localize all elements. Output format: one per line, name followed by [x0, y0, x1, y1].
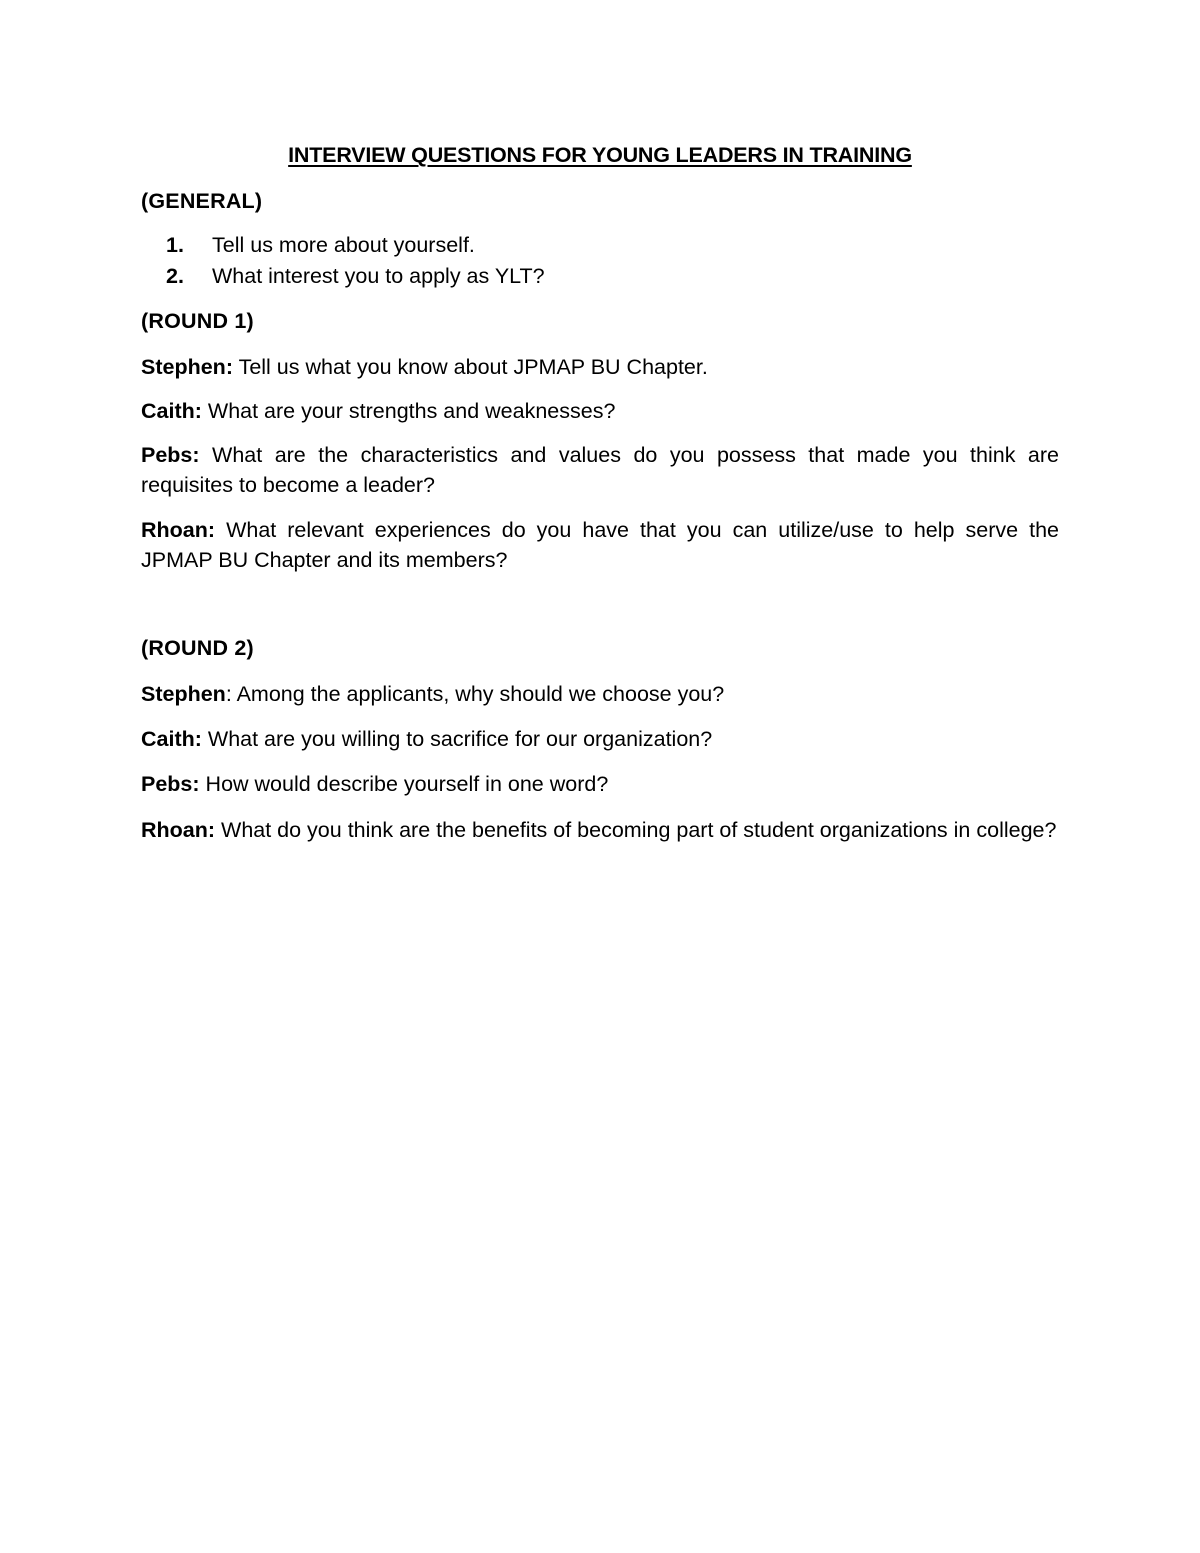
speaker-name: Stephen — [141, 682, 226, 706]
question-text: What are you willing to sacrifice for our organization? — [201, 727, 713, 751]
speaker-name: Pebs: — [141, 772, 200, 796]
speaker-name: Caith: — [141, 727, 202, 751]
question-paragraph — [141, 679, 1059, 709]
document-title: INTERVIEW QUESTIONS FOR YOUNG LEADERS IN TRAINING — [288, 143, 912, 167]
question-text: What are the characteristics and values do you possess that made you think are requisites to become a leader? — [141, 443, 1059, 497]
speaker-name: Stephen: — [141, 355, 233, 379]
list-item-text: What interest you to apply as YLT? — [212, 264, 545, 288]
question-text: How would describe yourself in one word? — [199, 772, 609, 796]
document-page — [141, 0, 1059, 1553]
question-paragraph — [141, 440, 1059, 500]
question-paragraph — [141, 515, 1059, 575]
question-text: What do you think are the benefits of becoming part of student organizations in college? — [215, 818, 1057, 842]
question-paragraph — [141, 724, 1059, 754]
speaker-name: Caith: — [141, 399, 202, 423]
question-paragraph — [141, 769, 1059, 799]
section-heading-general: (GENERAL) — [141, 189, 263, 213]
question-text: What are your strengths and weaknesses? — [201, 399, 616, 423]
speaker-name: Rhoan: — [141, 518, 216, 542]
speaker-name: Rhoan: — [141, 818, 216, 842]
list-item-text: Tell us more about yourself. — [212, 233, 475, 257]
question-paragraph — [141, 815, 1059, 845]
question-paragraph — [141, 396, 1059, 426]
question-text: Tell us what you know about JPMAP BU Chapter. — [232, 355, 708, 379]
question-text: : Among the applicants, why should we choose you? — [225, 682, 725, 706]
list-item-number: 1. — [166, 233, 184, 257]
list-item-number: 2. — [166, 264, 184, 288]
question-text: What relevant experiences do you have that you can utilize/use to help serve the JPMAP BU Chapter and its members? — [141, 518, 1059, 572]
speaker-name: Pebs: — [141, 443, 200, 467]
section-heading-round-2: (ROUND 2) — [141, 636, 254, 660]
section-heading-round-1: (ROUND 1) — [141, 309, 254, 333]
question-paragraph — [141, 352, 1059, 382]
